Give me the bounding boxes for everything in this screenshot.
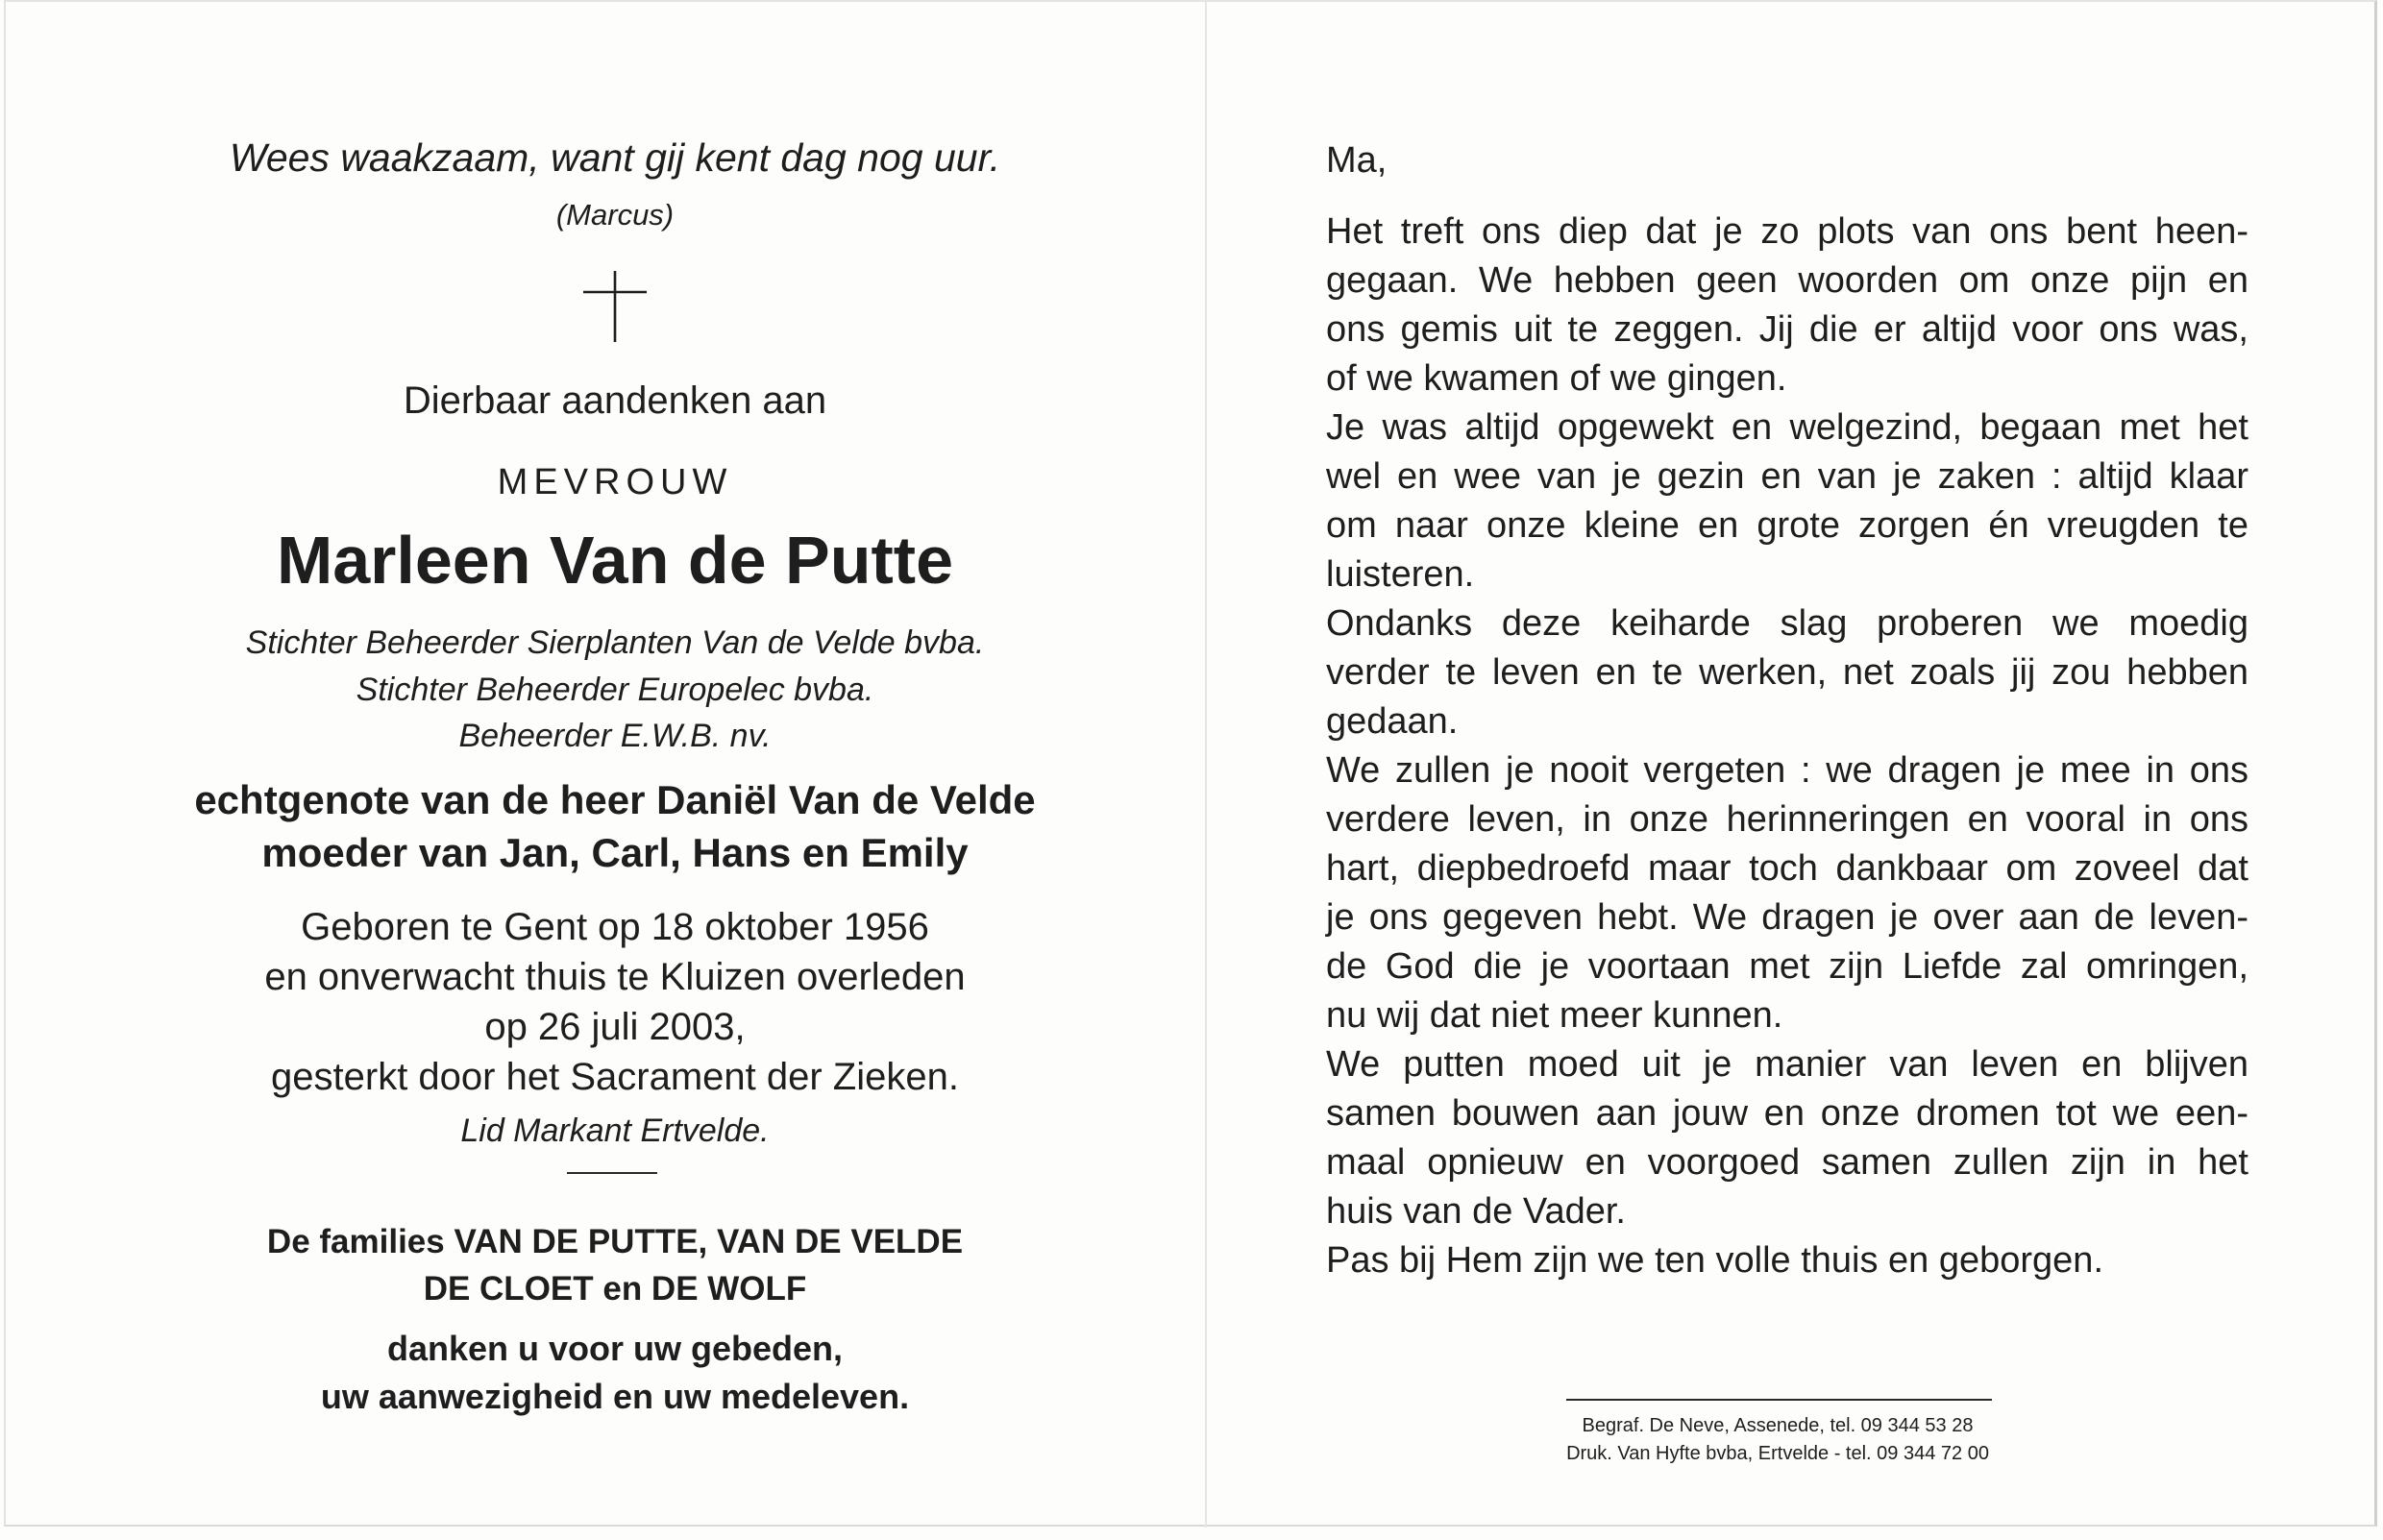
membership-line: Lid Markant Ertvelde. [460,1112,770,1149]
death-date-line: op 26 juli 2003, [484,1006,746,1048]
motto-source: (Marcus) [555,198,675,232]
role-line: Beheerder E.W.B. nv. [458,718,772,754]
card-fold [1205,0,1207,1528]
letter-line: Je was altijd opgewekt en welgezind, begaan met het [1326,407,2248,448]
role-line: Stichter Beheerder Sierplanten Van de Velde bvba. [245,624,985,661]
letter-paragraph [1326,746,2248,1040]
letter-line: We putten moed uit je manier van leven en blijven [1326,1044,2248,1085]
letter-line: samen bouwen aan jouw en onze dromen tot we een- [1326,1093,2248,1134]
letter-line: Het treft ons diep dat je zo plots van ons bent heen- [1326,211,2248,252]
cross-icon [135,271,1095,342]
thanks-line: danken u voor uw gebeden, [386,1329,844,1368]
children-line: moeder van Jan, Carl, Hans en Emily [261,830,969,875]
letter-line: verdere leven, in onze herinneringen en vooral in ons [1326,799,2248,840]
letter-paragraph [1326,599,2248,746]
letter-paragraph [1326,1236,2248,1285]
letter-line: verder te leven en te werken, net zoals jij zou hebben [1326,652,2248,693]
letter-paragraph [1326,403,2248,599]
letter-line: hart, diepbedroefd maar toch dankbaar om zoveel dat [1326,848,2248,889]
families-line: De families VAN DE PUTTE, VAN DE VELDE [266,1223,964,1260]
letter-line: je ons gegeven hebt. We dragen je over aan de leven- [1326,897,2248,938]
deceased-name: Marleen Van de Putte [276,523,954,598]
honorific: MEVROUW [497,462,733,502]
letter-line: Pas bij Hem zijn we ten volle thuis en geborgen. [1326,1240,2104,1281]
letter-line: We zullen je nooit vergeten : we dragen je mee in ons [1326,750,2248,791]
letter-line: de God die je voortaan met zijn Liefde zal omringen, [1326,946,2248,987]
letter-line: gedaan. [1326,701,1459,742]
letter-paragraph [1326,208,2248,403]
letter-line: maal opnieuw en voorgoed samen zullen zijn in het [1326,1142,2248,1183]
thanks-line: uw aanwezigheid en uw medeleven. [320,1377,910,1416]
letter-line: Ondanks deze keiharde slag proberen we moedig [1326,603,2248,644]
sacrament-line: gesterkt door het Sacrament der Zieken. [271,1056,959,1098]
right-panel [1326,0,2248,1540]
letter-line: wel en wee van je gezin en van je zaken : altijd klaar [1326,456,2248,497]
death-line: en onverwacht thuis te Kluizen overleden [264,956,966,998]
intro-text: Dierbaar aandenken aan [403,379,827,422]
letter-line: nu wij dat niet meer kunnen. [1326,995,1783,1036]
families-line: DE CLOET en DE WOLF [423,1270,807,1308]
letter-text [1326,208,2248,1285]
letter-line: gegaan. We hebben geen woorden om onze pijn en [1326,260,2248,301]
left-panel [135,0,1095,1540]
letter-line: om naar onze kleine en grote zorgen én vreugden te [1326,505,2248,546]
funeral-home-credit: Begraf. De Neve, Assenede, tel. 09 344 53 28 [1582,1415,1974,1436]
divider [567,1172,657,1174]
printer-credit: Druk. Van Hyfte bvba, Ertvelde - tel. 09 344 72 00 [1566,1443,1989,1464]
role-line: Stichter Beheerder Europelec bvba. [356,672,874,708]
letter-line: huis van de Vader. [1326,1191,1626,1232]
birth-line: Geboren te Gent op 18 oktober 1956 [301,906,929,948]
motto: Wees waakzaam, want gij kent dag nog uur. [229,135,1001,180]
letter-paragraph [1326,1040,2248,1236]
salutation: Ma, [1326,140,1388,181]
spouse-line: echtgenote van de heer Daniël Van de Velde [194,777,1036,822]
letter-line: ons gemis uit te zeggen. Jij die er altijd voor ons was, [1326,309,2248,350]
credits-divider [1566,1399,1992,1401]
letter-line: luisteren. [1326,554,1475,595]
letter-line: of we kwamen of we gingen. [1326,358,1787,399]
